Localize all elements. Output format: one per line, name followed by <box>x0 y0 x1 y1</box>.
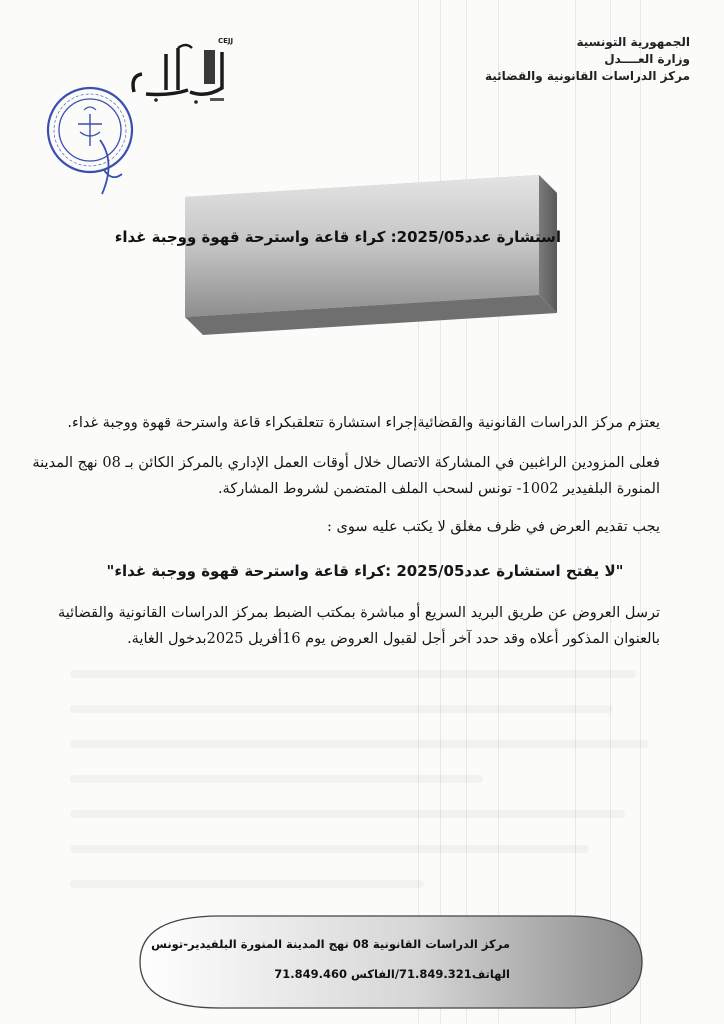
paragraph-line: يجب تقديم العرض في ظرف مغلق لا يكتب عليه سوى : <box>326 519 660 535</box>
footer-address: مركز الدراسات القانونية 08 نهج المدينة المنورة البلفيدير-تونس <box>151 937 510 951</box>
envelope-inscription <box>70 558 660 584</box>
ministry-name: وزارة العــــدل <box>604 52 690 66</box>
consultation-title: استشارة عدد2025/05: كراء قاعة واسترحة قهوة ووجبة غداء <box>114 228 561 246</box>
paragraph-line: "لا يفتح استشارة عدد2025/05 :كراء قاعة واسترحة قهوة ووجبة غداء" <box>106 562 624 580</box>
paragraph-intro <box>67 410 660 436</box>
cejj-logo <box>126 30 236 106</box>
logo-brand-text: CEJJ <box>218 37 234 45</box>
letterhead <box>430 34 690 85</box>
official-seal-stamp <box>42 70 142 200</box>
republic-name: الجمهورية التونسية <box>576 35 690 49</box>
footer-contact <box>151 929 510 989</box>
footer-phone-fax: الهاتف71.849.321/الفاكس 71.849.460 <box>274 967 510 981</box>
paragraph-envelope-instruction <box>70 514 660 540</box>
center-name: مركز الدراسات القانونية والقضائية <box>484 69 690 83</box>
paragraph-line: ترسل العروض عن طريق البريد السريع أو مباشرة بمكتب الضبط بمركز الدراسات القانونية والقضائية <box>57 605 660 621</box>
paragraph-line: بالعنوان المذكور أعلاه وقد حدد آخر أجل لقبول العروض يوم 16أفريل 2025بدخول الغاية. <box>127 631 660 647</box>
paragraph-line: يعتزم مركز الدراسات القانونية والقضائيةإجراء استشارة تتعلقبكراء قاعة واسترحة قهوة ووجبة غداء. <box>67 415 660 431</box>
paragraph-line: فعلى المزودين الراغبين في المشاركة الاتصال خلال أوقات العمل الإداري بالمركز الكائن بـ 08 نهج المدينة <box>32 455 660 471</box>
paragraph-submission <box>57 600 660 652</box>
paragraph-participation <box>32 450 660 502</box>
faded-bleed-through-text <box>70 670 660 920</box>
title-3d-box <box>114 175 585 335</box>
paragraph-line: المنورة البلفيدير 1002- تونس لسحب الملف المتضمن لشروط المشاركة. <box>217 481 660 497</box>
